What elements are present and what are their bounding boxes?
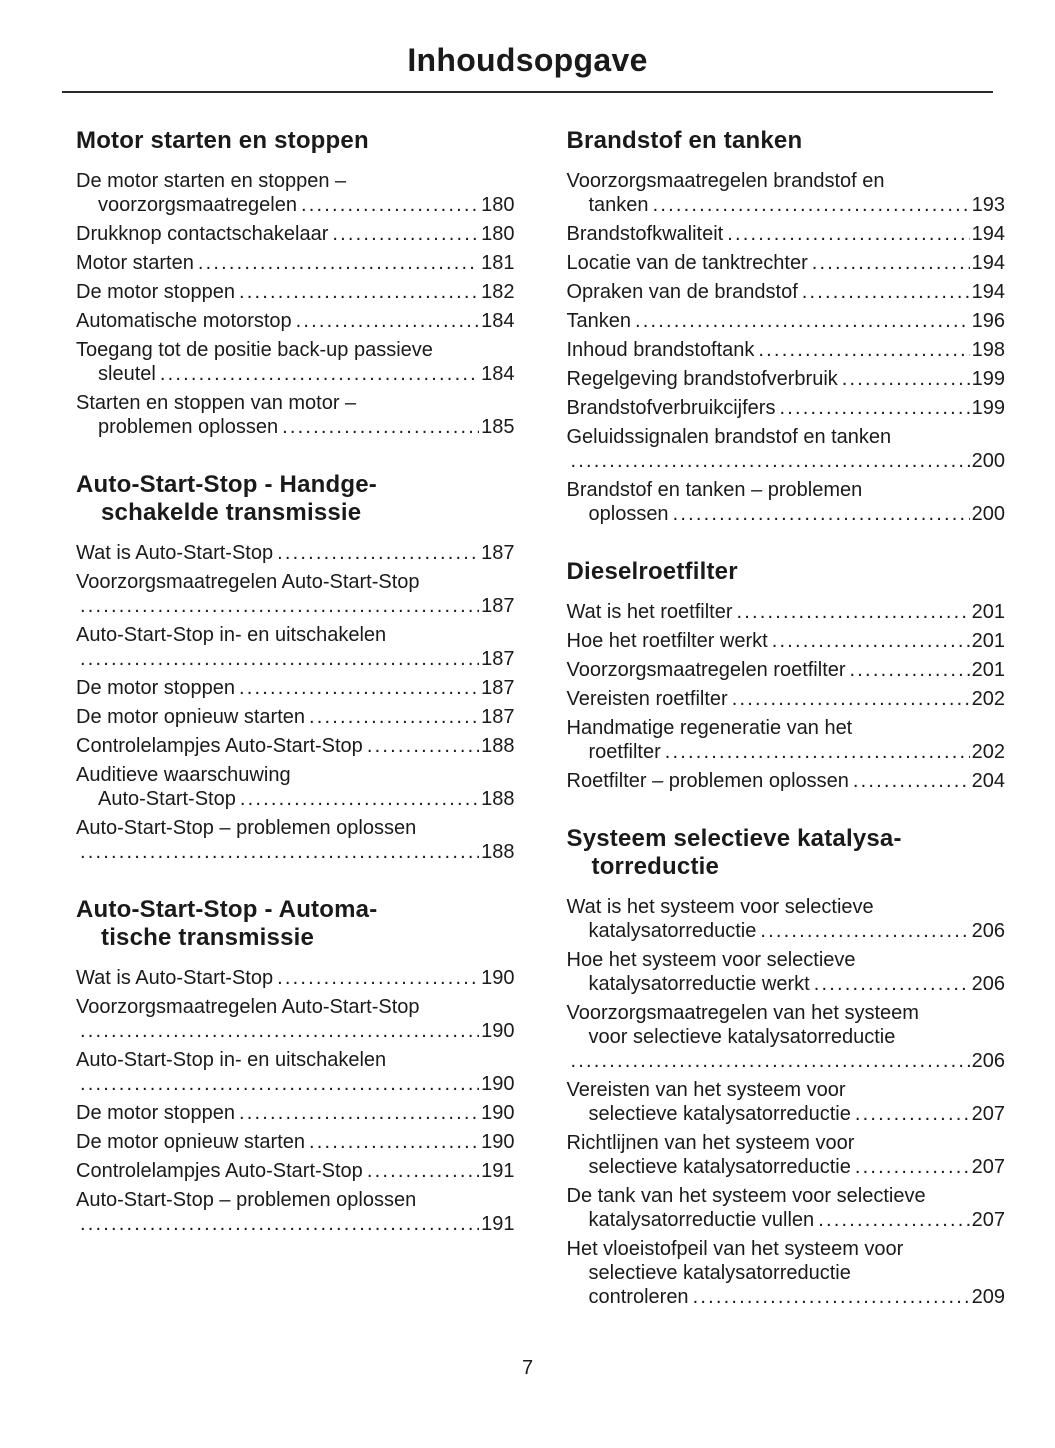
section-heading-line: tische transmissie [101,924,315,951]
dot-leader [367,734,479,758]
dot-leader [818,1208,969,1232]
toc-entry-line [76,763,515,787]
dot-leader [760,919,969,943]
entry-text: tanken [588,194,649,216]
toc-entry [567,716,1006,764]
entry-text: Brandstof en tanken – problemen [566,479,863,501]
dot-leader [282,415,479,439]
toc-entry-line [567,338,1006,362]
toc-entry [567,658,1006,682]
entry-page-number: 198 [971,339,1005,361]
entry-text: Automatische motorstop [76,310,292,332]
entry-text: problemen oplossen [98,416,279,438]
section-heading-line: torreductie [591,853,720,880]
entry-page-number: 180 [481,223,515,245]
toc-entry-line [76,1019,515,1043]
entry-text: voorzorgsmaatregelen [98,194,297,216]
toc-entry-line [76,391,515,415]
toc-entry-line [76,840,515,864]
entry-page-number: 190 [481,1131,515,1153]
toc-entry-line [76,1212,515,1236]
toc-entry-line [567,1237,1006,1261]
toc-entry-line [567,1102,1006,1126]
toc-entry-line [76,193,515,217]
entry-text: Controlelampjes Auto-Start-Stop [76,1160,363,1182]
dot-leader [635,309,970,333]
entry-page-number: 194 [971,252,1005,274]
entry-page-number: 190 [481,1020,515,1042]
entry-text: Het vloeistofpeil van het systeem voor [566,1238,904,1260]
toc-entry-line [567,251,1006,275]
toc-entry-line [567,449,1006,473]
toc-entry-line [567,1131,1006,1155]
dot-leader [653,193,970,217]
toc-column [567,127,1006,1314]
toc-entry [76,541,515,565]
entry-text: Auto-Start-Stop in- en uitschakelen [76,1049,387,1071]
entry-text: De motor stoppen [76,281,235,303]
toc-entry-line [76,966,515,990]
entry-text: selectieve katalysatorreductie [588,1262,851,1284]
toc-entry-line [567,1078,1006,1102]
toc-entry-line [567,740,1006,764]
toc-entry-line [76,1101,515,1125]
entry-text: Drukknop contactschakelaar [76,223,329,245]
entry-text: De motor opnieuw starten [76,706,306,728]
toc-entry [76,169,515,217]
entry-page-number: 207 [971,1103,1005,1125]
toc-entry [76,222,515,246]
toc-entry-line [567,425,1006,449]
entry-text: Auto-Start-Stop [98,788,236,810]
dot-leader [309,1130,479,1154]
dot-leader [855,1102,970,1126]
dot-leader [240,787,479,811]
section-heading-line: Auto-Start-Stop - Automa- [76,896,378,923]
toc-section [567,825,1006,1309]
dot-leader [239,280,479,304]
entry-text: Roetfilter – problemen oplossen [566,770,849,792]
toc-entry [76,966,515,990]
toc-entry-line [76,309,515,333]
entry-page-number: 180 [481,194,515,216]
dot-leader [673,502,970,526]
toc-entry [567,1078,1006,1126]
entry-page-number: 201 [971,601,1005,623]
dot-leader [693,1285,970,1309]
toc-entry-line [76,570,515,594]
entry-page-number: 187 [481,706,515,728]
toc-entry [567,1001,1006,1073]
section-heading [76,127,515,155]
entry-text: voor selectieve katalysatorreductie [588,1026,896,1048]
dot-leader [332,222,479,246]
entry-text: Voorzorgsmaatregelen roetfilter [566,659,846,681]
toc-entry-line [76,734,515,758]
dot-leader [80,647,479,671]
toc-entry-line [567,1155,1006,1179]
section-heading-line: Dieselroetfilter [566,558,738,585]
toc-entry [567,1131,1006,1179]
entry-text: Locatie van de tanktrechter [566,252,808,274]
toc-entry [567,629,1006,653]
dot-leader [160,362,479,386]
toc-entry-line [76,251,515,275]
entry-text: De motor stoppen [76,677,235,699]
toc-entry [76,816,515,864]
dot-leader [571,1049,970,1073]
toc-entry [567,1237,1006,1309]
toc-entry [567,895,1006,943]
entry-text: controleren [588,1286,689,1308]
toc-entry [567,948,1006,996]
entry-page-number: 199 [971,368,1005,390]
entry-page-number: 209 [971,1286,1005,1308]
section-heading [567,825,1006,881]
toc-entry-line [567,629,1006,653]
toc-entry-line [567,1285,1006,1309]
dot-leader [80,1019,479,1043]
toc-entry [567,222,1006,246]
entry-text: Toegang tot de positie back-up passieve [76,339,433,361]
entry-page-number: 190 [481,967,515,989]
toc-entry [567,280,1006,304]
dot-leader [239,676,479,700]
entry-page-number: 190 [481,1102,515,1124]
entry-text: Inhoud brandstoftank [566,339,755,361]
entry-text: oplossen [588,503,669,525]
dot-leader [296,309,479,333]
toc-entry-line [567,309,1006,333]
toc-entry-line [567,1001,1006,1025]
toc-entry [76,623,515,671]
toc-entry-line [76,623,515,647]
toc-entry [76,251,515,275]
toc-entry-line [76,676,515,700]
entry-text: Wat is Auto-Start-Stop [76,967,274,989]
toc-entry-line [76,705,515,729]
entry-page-number: 185 [481,416,515,438]
toc-entry [76,763,515,811]
toc-entry [76,570,515,618]
entry-page-number: 200 [971,503,1005,525]
toc-entry [567,367,1006,391]
toc-entry-line [76,787,515,811]
toc-entry [567,600,1006,624]
entry-page-number: 184 [481,363,515,385]
entry-text: Voorzorgsmaatregelen brandstof en [566,170,885,192]
entry-text: Brandstofkwaliteit [566,223,724,245]
entry-page-number: 206 [971,920,1005,942]
entry-text: Opraken van de brandstof [566,281,798,303]
section-heading [76,896,515,952]
dot-leader [80,1072,479,1096]
dot-leader [665,740,970,764]
entry-text: Auditieve waarschuwing [76,764,291,786]
toc-entry-line [567,716,1006,740]
table-of-contents [0,93,1055,1314]
entry-text: Starten en stoppen van motor – [76,392,357,414]
entry-text: De motor starten en stoppen – [76,170,347,192]
toc-entry [567,396,1006,420]
entry-text: Hoe het roetfilter werkt [566,630,768,652]
dot-leader [727,222,969,246]
toc-entry-line [567,972,1006,996]
dot-leader [772,629,970,653]
toc-entry [76,309,515,333]
toc-entry-line [567,1049,1006,1073]
dot-leader [758,338,969,362]
entry-text: selectieve katalysatorreductie [588,1103,851,1125]
entry-page-number: 187 [481,542,515,564]
entry-page-number: 207 [971,1156,1005,1178]
toc-entry-line [567,1261,1006,1285]
toc-entry [76,1048,515,1096]
entry-page-number: 188 [481,735,515,757]
entry-page-number: 191 [481,1160,515,1182]
toc-entry-line [76,1188,515,1212]
toc-entry-line [567,1184,1006,1208]
entry-text: Brandstofverbruikcijfers [566,397,776,419]
toc-entry [76,676,515,700]
entry-page-number: 194 [971,281,1005,303]
dot-leader [853,769,970,793]
toc-entry [567,769,1006,793]
toc-entry-line [567,222,1006,246]
section-heading [567,127,1006,155]
entry-text: De motor stoppen [76,1102,235,1124]
dot-leader [850,658,970,682]
toc-entry [567,687,1006,711]
entry-page-number: 207 [971,1209,1005,1231]
entry-page-number: 184 [481,310,515,332]
toc-entry [567,1184,1006,1232]
toc-entry-line [76,169,515,193]
dot-leader [277,966,479,990]
entry-text: Geluidssignalen brandstof en tanken [566,426,892,448]
toc-entry-line [567,1025,1006,1049]
dot-leader [367,1159,479,1183]
toc-entry-line [567,169,1006,193]
entry-page-number: 187 [481,595,515,617]
entry-text: Tanken [566,310,631,332]
entry-page-number: 200 [971,450,1005,472]
entry-text: Richtlijnen van het systeem voor [566,1132,855,1154]
dot-leader [842,367,970,391]
entry-page-number: 202 [971,741,1005,763]
toc-entry [567,425,1006,473]
dot-leader [812,251,970,275]
toc-section [76,471,515,864]
section-heading-line: Auto-Start-Stop - Handge- [76,471,377,498]
toc-section [76,127,515,439]
toc-entry [76,1188,515,1236]
toc-entry [76,280,515,304]
toc-entry-line [76,816,515,840]
entry-page-number: 202 [971,688,1005,710]
toc-entry-line [76,222,515,246]
entry-page-number: 201 [971,630,1005,652]
dot-leader [277,541,479,565]
entry-text: Handmatige regeneratie van het [566,717,853,739]
entry-page-number: 190 [481,1073,515,1095]
section-heading-line: Brandstof en tanken [566,127,803,154]
entry-text: De tank van het systeem voor selectieve [566,1185,926,1207]
dot-leader [80,1212,479,1236]
toc-entry-line [76,1072,515,1096]
toc-entry-line [76,647,515,671]
entry-text: roetfilter [588,741,661,763]
dot-leader [736,600,969,624]
dot-leader [80,840,479,864]
dot-leader [814,972,970,996]
entry-text: Vereisten roetfilter [566,688,728,710]
entry-text: Motor starten [76,252,194,274]
dot-leader [855,1155,970,1179]
section-heading-line: Motor starten en stoppen [76,127,369,154]
entry-text: Auto-Start-Stop – problemen oplossen [76,817,417,839]
entry-page-number: 188 [481,788,515,810]
entry-text: sleutel [98,363,156,385]
entry-page-number: 182 [481,281,515,303]
toc-entry-line [567,895,1006,919]
toc-entry-line [567,948,1006,972]
entry-page-number: 204 [971,770,1005,792]
toc-entry-line [567,502,1006,526]
dot-leader [779,396,969,420]
toc-column [76,127,515,1314]
toc-entry [76,391,515,439]
toc-entry [567,251,1006,275]
entry-page-number: 181 [481,252,515,274]
toc-entry-line [567,687,1006,711]
toc-entry-line [567,769,1006,793]
entry-page-number: 196 [971,310,1005,332]
toc-section [76,896,515,1236]
entry-page-number: 194 [971,223,1005,245]
entry-text: Voorzorgsmaatregelen Auto-Start-Stop [76,571,420,593]
entry-text: Wat is Auto-Start-Stop [76,542,274,564]
entry-page-number: 188 [481,841,515,863]
toc-entry-line [567,600,1006,624]
toc-section [567,558,1006,793]
entry-text: katalysatorreductie vullen [588,1209,815,1231]
entry-page-number: 199 [971,397,1005,419]
toc-section [567,127,1006,526]
toc-entry [567,478,1006,526]
toc-entry-line [567,193,1006,217]
entry-page-number: 206 [971,973,1005,995]
dot-leader [239,1101,479,1125]
toc-entry-line [76,415,515,439]
entry-page-number: 201 [971,659,1005,681]
toc-entry-line [76,338,515,362]
toc-entry [76,705,515,729]
toc-entry [567,338,1006,362]
entry-text: De motor opnieuw starten [76,1131,306,1153]
page-header [0,0,1055,93]
entry-text: Voorzorgsmaatregelen van het systeem [566,1002,919,1024]
entry-page-number: 187 [481,677,515,699]
entry-text: Auto-Start-Stop in- en uitschakelen [76,624,387,646]
toc-entry-line [76,1130,515,1154]
toc-entry [76,338,515,386]
entry-text: katalysatorreductie werkt [588,973,810,995]
dot-leader [571,449,970,473]
entry-page-number: 206 [971,1050,1005,1072]
entry-text: Vereisten van het systeem voor [566,1079,846,1101]
toc-entry-line [76,541,515,565]
entry-text: Wat is het systeem voor selectieve [566,896,874,918]
toc-entry [567,309,1006,333]
section-heading-line: schakelde transmissie [101,499,362,526]
toc-entry-line [76,594,515,618]
toc-entry-line [567,396,1006,420]
section-heading [76,471,515,527]
toc-entry-line [567,919,1006,943]
entry-text: Regelgeving brandstofverbruik [566,368,838,390]
entry-text: katalysatorreductie [588,920,757,942]
toc-entry [76,995,515,1043]
entry-text: Controlelampjes Auto-Start-Stop [76,735,363,757]
toc-entry-line [567,280,1006,304]
section-heading [567,558,1006,586]
toc-entry-line [567,658,1006,682]
page-number: 7 [521,1357,534,1379]
page-footer [0,1357,1055,1380]
toc-entry [76,1130,515,1154]
toc-entry-line [567,367,1006,391]
toc-entry-line [567,478,1006,502]
entry-text: Hoe het systeem voor selectieve [566,949,856,971]
dot-leader [301,193,479,217]
section-heading-line: Systeem selectieve katalysa- [566,825,902,852]
toc-entry-line [76,1048,515,1072]
dot-leader [802,280,970,304]
entry-page-number: 191 [481,1213,515,1235]
page-title: Inhoudsopgave [407,42,648,78]
dot-leader [198,251,479,275]
entry-text: Auto-Start-Stop – problemen oplossen [76,1189,417,1211]
dot-leader [80,594,479,618]
entry-page-number: 193 [971,194,1005,216]
toc-entry-line [76,280,515,304]
toc-entry [76,1159,515,1183]
dot-leader [309,705,479,729]
toc-entry-line [567,1208,1006,1232]
toc-entry [76,734,515,758]
toc-entry-line [76,362,515,386]
toc-entry-line [76,995,515,1019]
entry-text: Voorzorgsmaatregelen Auto-Start-Stop [76,996,420,1018]
toc-entry [567,169,1006,217]
entry-page-number: 187 [481,648,515,670]
toc-entry-line [76,1159,515,1183]
entry-text: selectieve katalysatorreductie [588,1156,851,1178]
entry-text: Wat is het roetfilter [566,601,733,623]
dot-leader [732,687,970,711]
toc-entry [76,1101,515,1125]
